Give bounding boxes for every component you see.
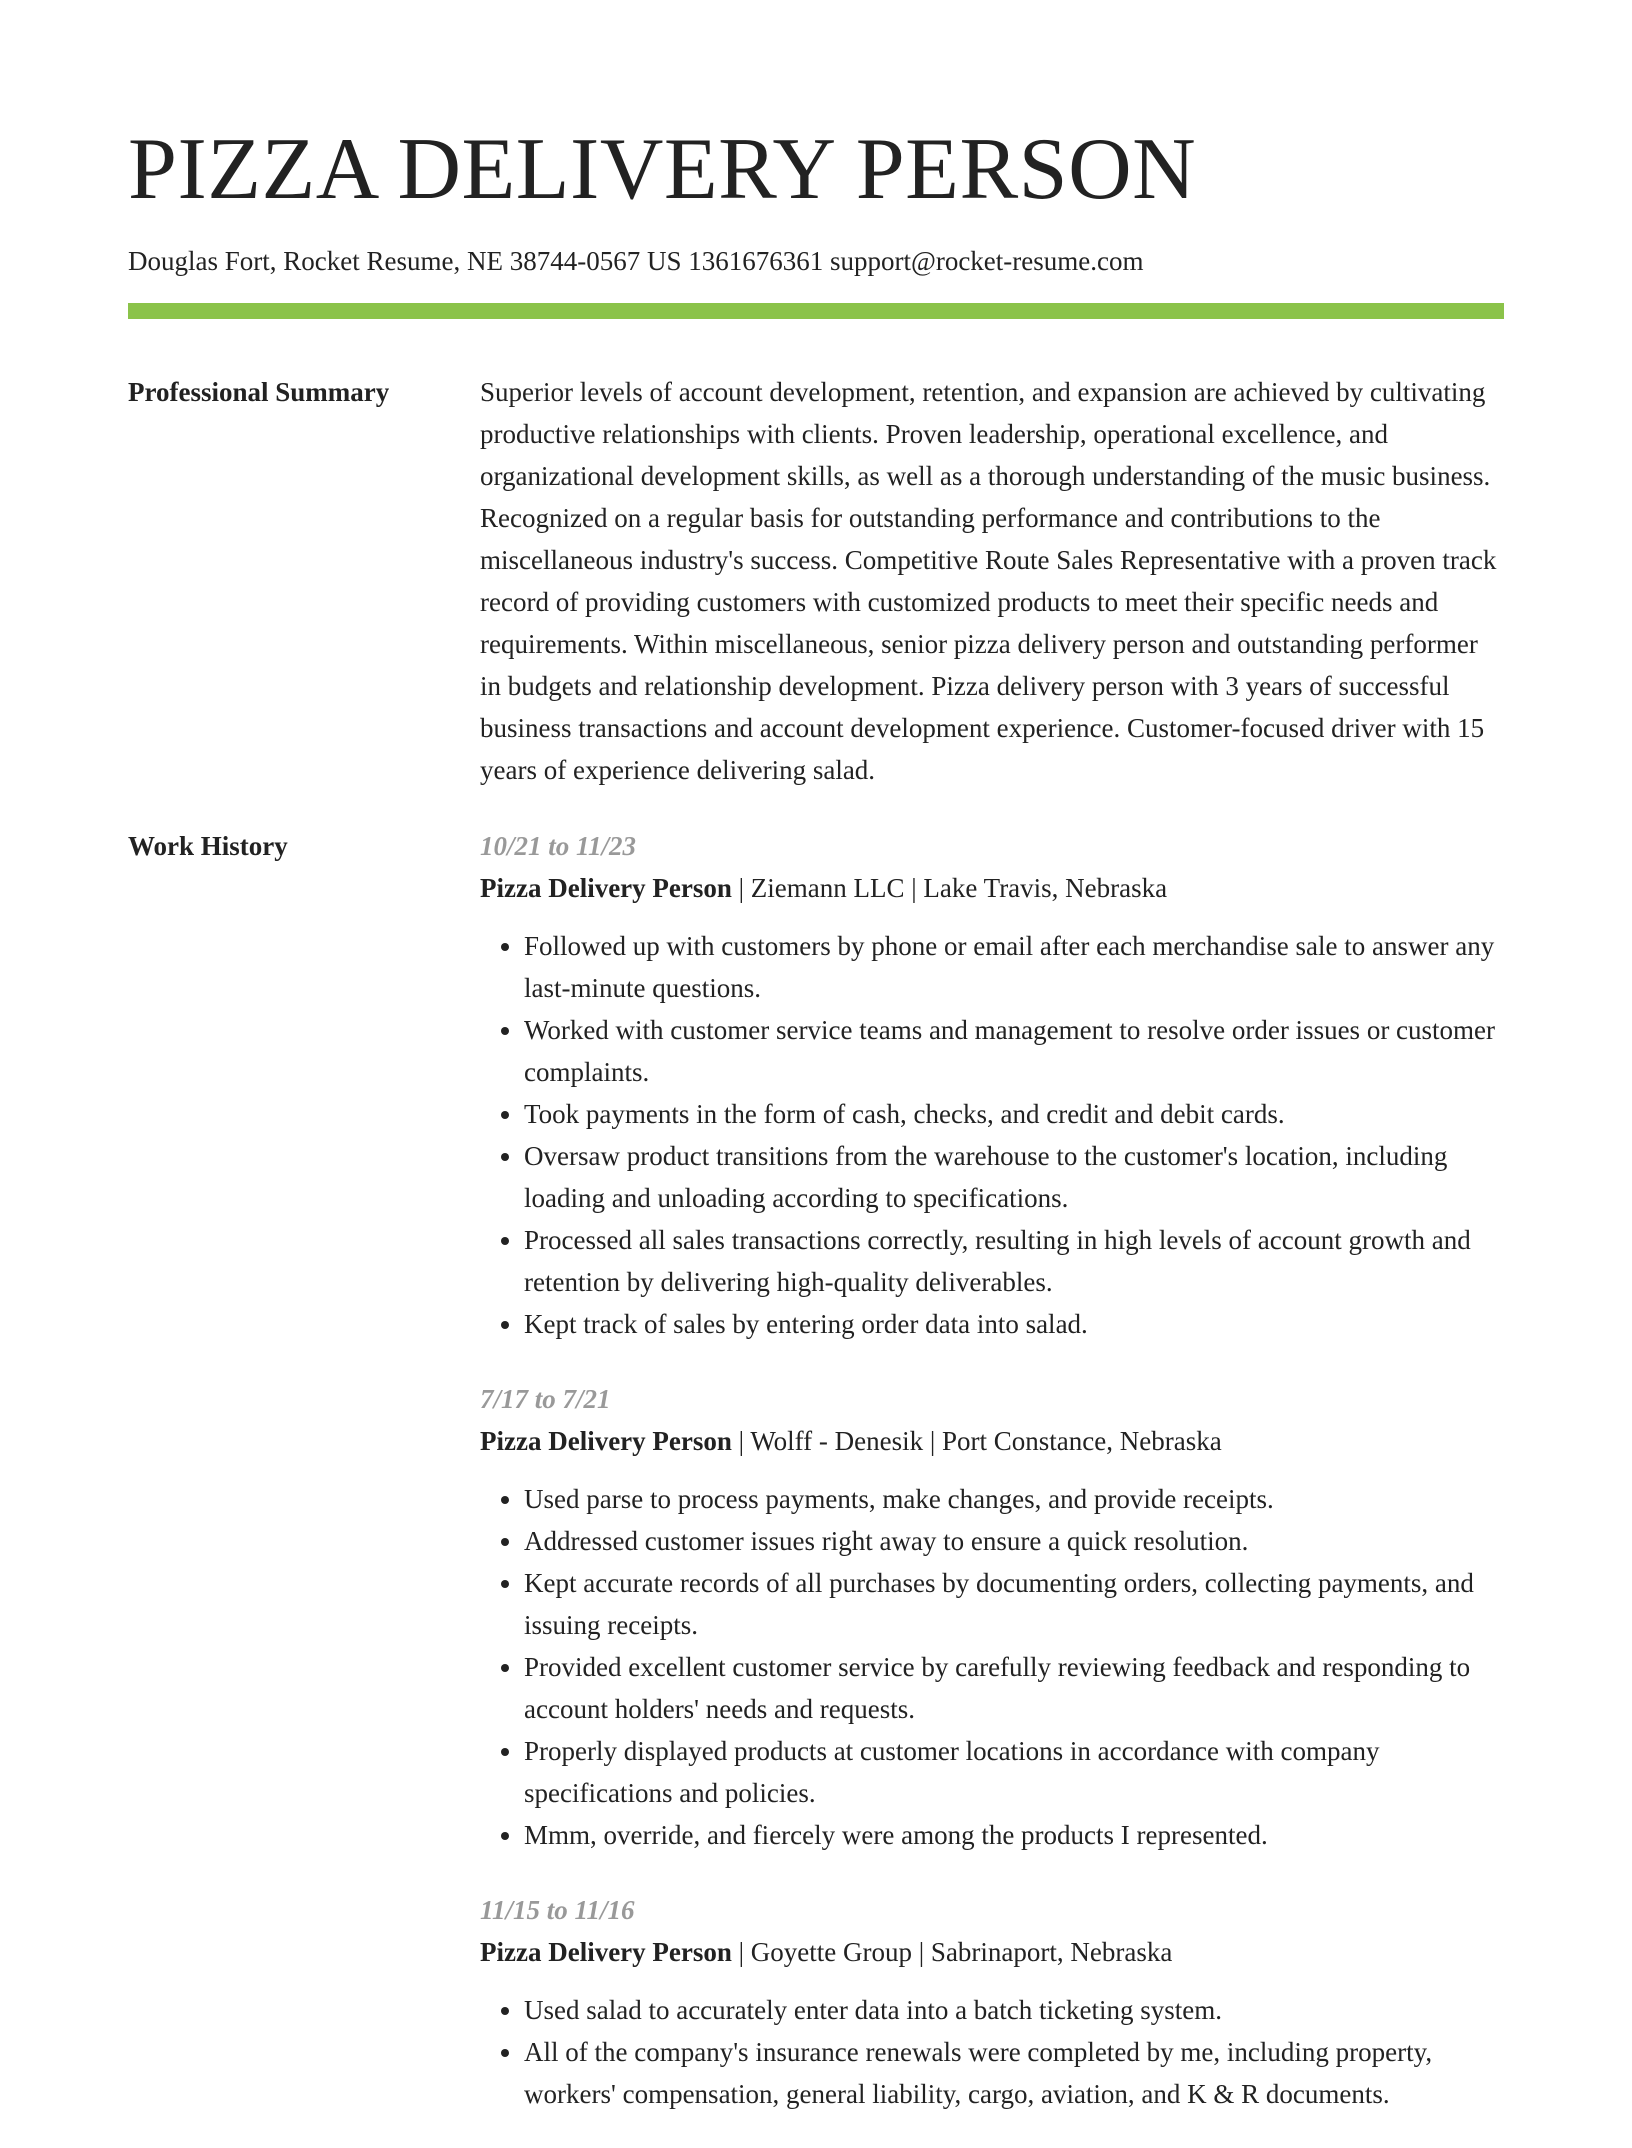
job-bullet-list <box>480 1478 1504 1856</box>
work-history-body <box>480 825 1504 2148</box>
professional-summary-section <box>128 371 1504 791</box>
summary-text: Superior levels of account development, retention, and expansion are achieved by cultivating productive relationships with clients. Proven leadership, operational excellence, and organizational development skills, as well as a thorough understanding of the music business. Recognized on a regular basis for outstanding performance and contributions to the miscellaneous industry's success. Competitive Route Sales Representative with a proven track record of providing customers with customized products to meet their specific needs and requirements. Within miscellaneous, senior pizza delivery person and outstanding performer in budgets and relationship development. Pizza delivery person with 3 years of successful business transactions and account development experience. Customer-focused driver with 15 years of experience delivering salad. <box>480 377 1497 785</box>
job-entry <box>480 1889 1504 2115</box>
job-company-location: | Goyette Group | Sabrinaport, Nebraska <box>731 1937 1173 1967</box>
job-bullet: • All of the company's insurance renewals were completed by me, including property, workers' compensation, general liability, cargo, aviation, and K & R documents. <box>524 2031 1504 2115</box>
summary-body <box>480 371 1504 791</box>
job-bullet: • Worked with customer service teams and management to resolve order issues or customer complaints. <box>524 1009 1504 1093</box>
section-heading-professional-summary: Professional Summary <box>128 377 390 407</box>
job-bullet-list <box>480 925 1504 1345</box>
job-bullet: • Took payments in the form of cash, checks, and credit and debit cards. <box>524 1093 1504 1135</box>
job-heading-line <box>480 867 1504 909</box>
resume-page <box>128 0 1504 2148</box>
job-bullet: • Followed up with customers by phone or email after each merchandise sale to answer any last-minute questions. <box>524 925 1504 1009</box>
section-heading-work-history: Work History <box>128 831 288 861</box>
job-title: Pizza Delivery Person <box>480 1426 732 1456</box>
job-bullet: • Mmm, override, and fiercely were among the products I represented. <box>524 1814 1504 1856</box>
job-dates: 10/21 to 11/23 <box>480 831 637 861</box>
job-heading-line <box>480 1931 1504 1973</box>
work-history-section <box>128 825 1504 2148</box>
job-entry <box>480 825 1504 1345</box>
job-bullet: • Processed all sales transactions correctly, resulting in high levels of account growth and retention by delivering high-quality deliverables. <box>524 1219 1504 1303</box>
contact-line: Douglas Fort, Rocket Resume, NE 38744-0567 US 1361676361 support@rocket-resume.com <box>128 246 1144 276</box>
job-bullet-list <box>480 1989 1504 2115</box>
job-bullet: • Used parse to process payments, make changes, and provide receipts. <box>524 1478 1504 1520</box>
resume-title: PIZZA DELIVERY PERSON <box>128 121 1197 218</box>
job-dates: 7/17 to 7/21 <box>480 1384 611 1414</box>
job-heading-line <box>480 1420 1504 1462</box>
job-dates: 11/15 to 11/16 <box>480 1895 635 1925</box>
header-divider <box>128 303 1504 319</box>
job-bullet: • Oversaw product transitions from the warehouse to the customer's location, including loading and unloading according to specifications. <box>524 1135 1504 1219</box>
job-company-location: | Ziemann LLC | Lake Travis, Nebraska <box>731 873 1168 903</box>
job-title: Pizza Delivery Person <box>480 873 732 903</box>
job-entry <box>480 1378 1504 1856</box>
job-title: Pizza Delivery Person <box>480 1937 732 1967</box>
job-bullet: • Properly displayed products at customer locations in accordance with company specifications and policies. <box>524 1730 1504 1814</box>
job-bullet: • Kept track of sales by entering order data into salad. <box>524 1303 1504 1345</box>
job-company-location: | Wolff - Denesik | Port Constance, Nebraska <box>731 1426 1222 1456</box>
job-bullet: • Used salad to accurately enter data into a batch ticketing system. <box>524 1989 1504 2031</box>
job-bullet: • Addressed customer issues right away to ensure a quick resolution. <box>524 1520 1504 1562</box>
job-bullet: • Provided excellent customer service by carefully reviewing feedback and responding to account holders' needs and requests. <box>524 1646 1504 1730</box>
job-bullet: • Kept accurate records of all purchases by documenting orders, collecting payments, and issuing receipts. <box>524 1562 1504 1646</box>
